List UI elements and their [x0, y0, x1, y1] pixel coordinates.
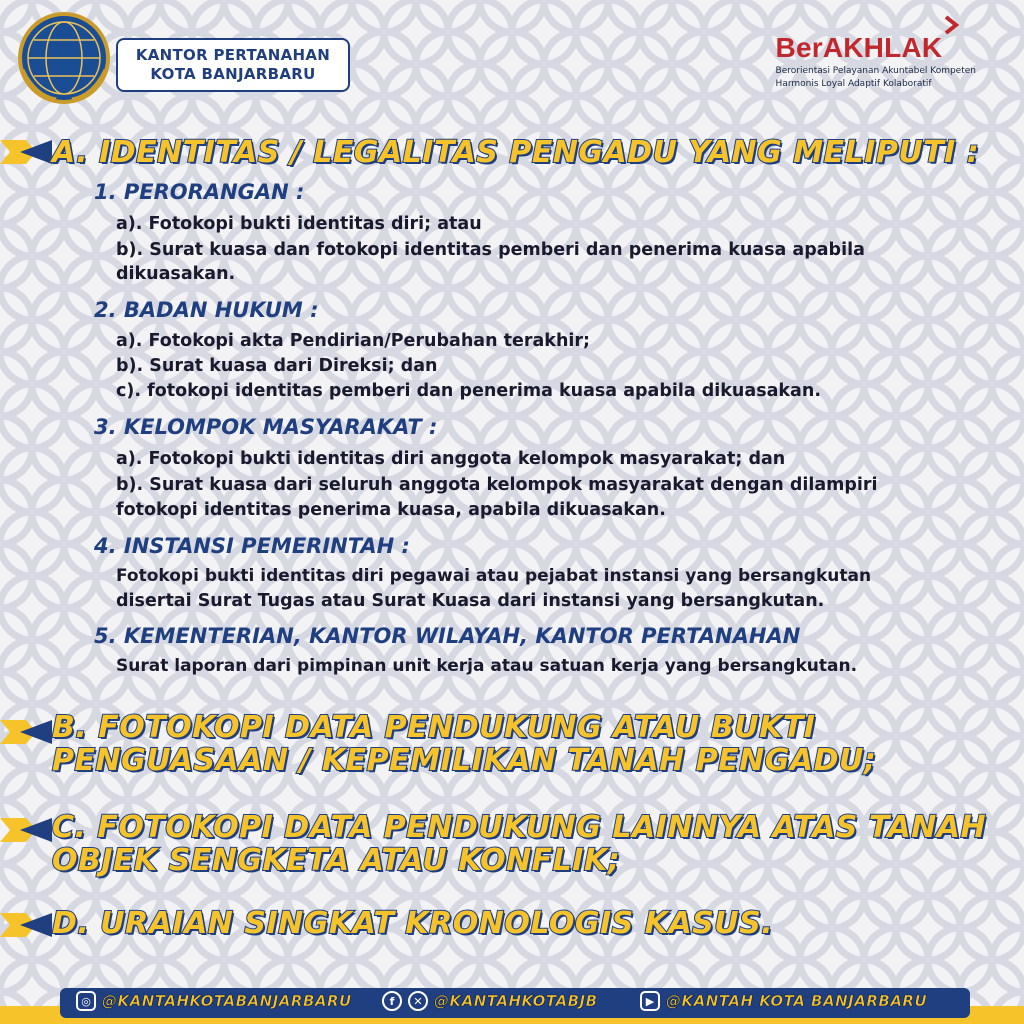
item-kelompok-masyarakat-title: 3. KELOMPOK MASYARAKAT :	[94, 415, 438, 439]
brand-name: BerAKHLAK	[775, 32, 943, 63]
office-name-box	[116, 38, 350, 92]
instagram-link[interactable]	[76, 991, 352, 1011]
section-c-title-line2: OBJEK SENGKETA ATAU KONFLIK;	[52, 843, 621, 878]
item-kelompok-masyarakat-line: fotokopi identitas penerima kuasa, apabila dikuasakan.	[116, 500, 666, 520]
section-marker-icon	[0, 712, 52, 752]
section-b-title-line2: PENGUASAAN / KEPEMILIKAN TANAH PENGADU;	[52, 743, 877, 778]
item-instansi-pemerintah-title: 4. INSTANSI PEMERINTAH :	[94, 534, 410, 558]
brand-tagline-2: Harmonis Loyal Adaptif Kolaboratif	[775, 79, 932, 89]
brand-tagline-1: Berorientasi Pelayanan Akuntabel Kompeten	[775, 66, 976, 76]
chevron-right-icon	[940, 14, 962, 36]
item-instansi-pemerintah-line: disertai Surat Tugas atau Surat Kuasa dari instansi yang bersangkutan.	[116, 591, 825, 611]
bpn-logo	[14, 8, 114, 108]
item-badan-hukum-title: 2. BADAN HUKUM :	[94, 298, 319, 322]
section-c-title-line1: C. FOTOKOPI DATA PENDUKUNG LAINNYA ATAS TANAH	[52, 810, 987, 845]
berakhlak-logo	[776, 32, 976, 90]
section-a-title: A. IDENTITAS / LEGALITAS PENGADU YANG MELIPUTI :	[52, 135, 980, 170]
section-marker-icon	[0, 905, 52, 945]
section-b-title-line1: B. FOTOKOPI DATA PENDUKUNG ATAU BUKTI	[52, 710, 816, 745]
x-icon: ✕	[408, 991, 428, 1011]
item-perorangan-line: dikuasakan.	[116, 264, 236, 284]
item-instansi-pemerintah-line: Fotokopi bukti identitas diri pegawai atau pejabat instansi yang bersangkutan	[116, 566, 872, 586]
office-name-line2: KOTA BANJARBARU	[150, 65, 316, 83]
item-perorangan-line: a). Fotokopi bukti identitas diri; atau	[116, 214, 482, 234]
section-marker-icon	[0, 132, 52, 172]
item-kelompok-masyarakat-line: a). Fotokopi bukti identitas diri anggota kelompok masyarakat; dan	[116, 449, 786, 469]
youtube-link[interactable]	[640, 991, 927, 1011]
item-kementerian-title: 5. KEMENTERIAN, KANTOR WILAYAH, KANTOR PERTANAHAN	[94, 624, 801, 648]
instagram-icon: ◎	[76, 991, 96, 1011]
youtube-handle: @KANTAH KOTA BANJARBARU	[666, 992, 928, 1010]
facebook-x-handle: @KANTAHKOTABJB	[434, 992, 598, 1010]
instagram-handle: @KANTAHKOTABANJARBARU	[102, 992, 352, 1010]
item-perorangan-title: 1. PERORANGAN :	[94, 180, 305, 204]
item-perorangan-line: b). Surat kuasa dan fotokopi identitas pemberi dan penerima kuasa apabila	[116, 240, 865, 260]
section-d-title: D. URAIAN SINGKAT KRONOLOGIS KASUS.	[52, 906, 774, 941]
youtube-icon: ▶	[640, 991, 660, 1011]
facebook-icon: f	[382, 991, 402, 1011]
item-badan-hukum-line: c). fotokopi identitas pemberi dan penerima kuasa apabila dikuasakan.	[116, 381, 821, 401]
facebook-x-link[interactable]	[382, 991, 598, 1011]
office-name-line1: KANTOR PERTANAHAN	[135, 46, 331, 64]
section-marker-icon	[0, 810, 52, 850]
item-kelompok-masyarakat-line: b). Surat kuasa dari seluruh anggota kelompok masyarakat dengan dilampiri	[116, 475, 878, 495]
item-badan-hukum-line: a). Fotokopi akta Pendirian/Perubahan terakhir;	[116, 331, 591, 351]
item-kementerian-line: Surat laporan dari pimpinan unit kerja atau satuan kerja yang bersangkutan.	[116, 656, 858, 676]
item-badan-hukum-line: b). Surat kuasa dari Direksi; dan	[116, 356, 438, 376]
